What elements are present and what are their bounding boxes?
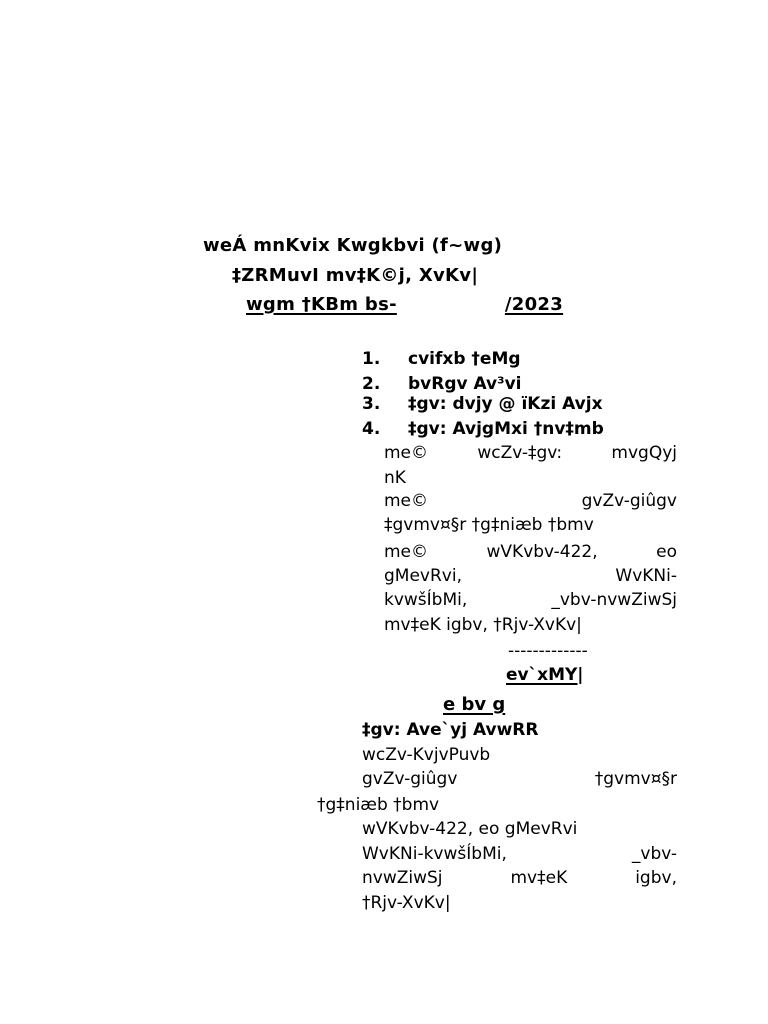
memo-number bbox=[246, 294, 563, 316]
address-line: ‡gvmv¤§r †g‡niæb †bmv bbox=[384, 515, 594, 535]
memo-prefix: wgm †KBm bs- bbox=[246, 294, 397, 315]
court-location: ‡ZRMuvI mv‡K©j, XvKv| bbox=[232, 265, 479, 286]
address-line: me© gvZv-giûgv bbox=[384, 491, 677, 511]
respondent-father: wcZv-KvjvPuvb bbox=[362, 745, 491, 765]
address-line: nK bbox=[384, 468, 406, 488]
respondent-address: †Rjv-XvKv| bbox=[362, 893, 451, 913]
respondent-mother: gvZv-giûgv †gvmv¤§r bbox=[362, 769, 677, 789]
list-item: 1. cvifxb †eMg bbox=[362, 349, 521, 369]
respondent-address: nvwZiwSj mv‡eK igbv, bbox=[362, 868, 677, 888]
address-line: gMevRvi, WvKNi- bbox=[384, 566, 677, 586]
respondent-address: wVKvbv-422, eo gMevRvi bbox=[362, 819, 578, 839]
respondent-mother-cont: †g‡niæb †bmv bbox=[317, 795, 440, 815]
address-line: me© wVKvbv-422, eo bbox=[384, 542, 677, 562]
memo-year: /2023 bbox=[504, 294, 564, 315]
respondent-name: ‡gv: Ave`yj AvwRR bbox=[362, 720, 539, 740]
address-line: me© wcZv-‡gv: mvgQyj bbox=[384, 443, 677, 463]
court-title: weÁ mnKvix Kwgkbvi (f~wg) bbox=[203, 235, 503, 256]
address-line: kvwšÍbMi, _vbv-nvwZiwSj bbox=[384, 590, 677, 610]
versus-label: e bv g bbox=[443, 694, 506, 715]
list-item: 4. ‡gv: AvjgMxi †nv‡mb bbox=[362, 419, 604, 439]
list-item: 2. bvRgv Av³vi bbox=[362, 374, 522, 394]
respondent-address: WvKNi-kvwšÍbMi, _vbv- bbox=[362, 844, 677, 864]
address-line: mv‡eK igbv, †Rjv-XvKv| bbox=[384, 615, 582, 635]
list-item: 3. ‡gv: dvjy @ ïKzi Avjx bbox=[362, 394, 603, 414]
petitioners-label: ev`xMY| bbox=[506, 665, 584, 685]
dashed-separator: ------------- bbox=[508, 641, 588, 661]
